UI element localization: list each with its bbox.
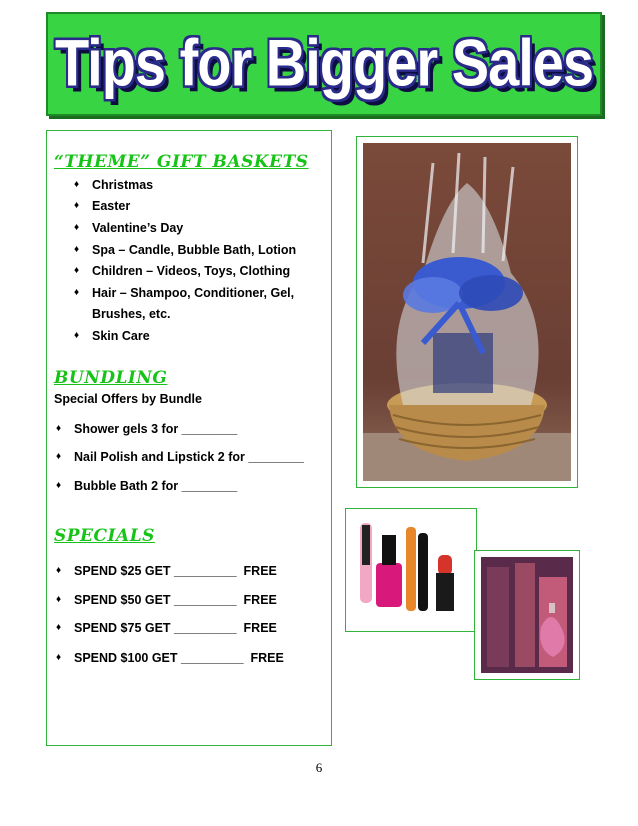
perfume-products-image [481,557,573,673]
diamond-bullet-icon: ♦ [74,200,80,211]
diamond-bullet-icon: ♦ [56,423,62,434]
title-banner [46,12,602,116]
diamond-bullet-icon: ♦ [56,451,62,462]
diamond-bullet-icon: ♦ [56,565,62,576]
makeup-products-image [352,515,470,625]
page-title: Tips for Bigger Sales [54,25,594,100]
list-item-continuation: Brushes, etc. [92,307,171,321]
perfume-products-photo [474,550,580,680]
theme-heading: “THEME” GIFT BASKETS [54,152,309,172]
diamond-bullet-icon: ♦ [74,179,80,190]
diamond-bullet-icon: ♦ [74,330,80,341]
diamond-bullet-icon: ♦ [56,480,62,491]
makeup-products-photo [345,508,477,632]
bundling-heading: BUNDLING [54,368,168,388]
gift-basket-photo [356,136,578,488]
diamond-bullet-icon: ♦ [74,244,80,255]
diamond-bullet-icon: ♦ [56,594,62,605]
gift-basket-image [363,143,571,481]
diamond-bullet-icon: ♦ [56,652,62,663]
diamond-bullet-icon: ♦ [56,622,62,633]
diamond-bullet-icon: ♦ [74,265,80,276]
diamond-bullet-icon: ♦ [74,222,80,233]
page-number: 6 [315,760,323,775]
diamond-bullet-icon: ♦ [74,287,80,298]
specials-heading: SPECIALS [54,526,155,546]
bundling-subheading: Special Offers by Bundle [54,392,202,406]
